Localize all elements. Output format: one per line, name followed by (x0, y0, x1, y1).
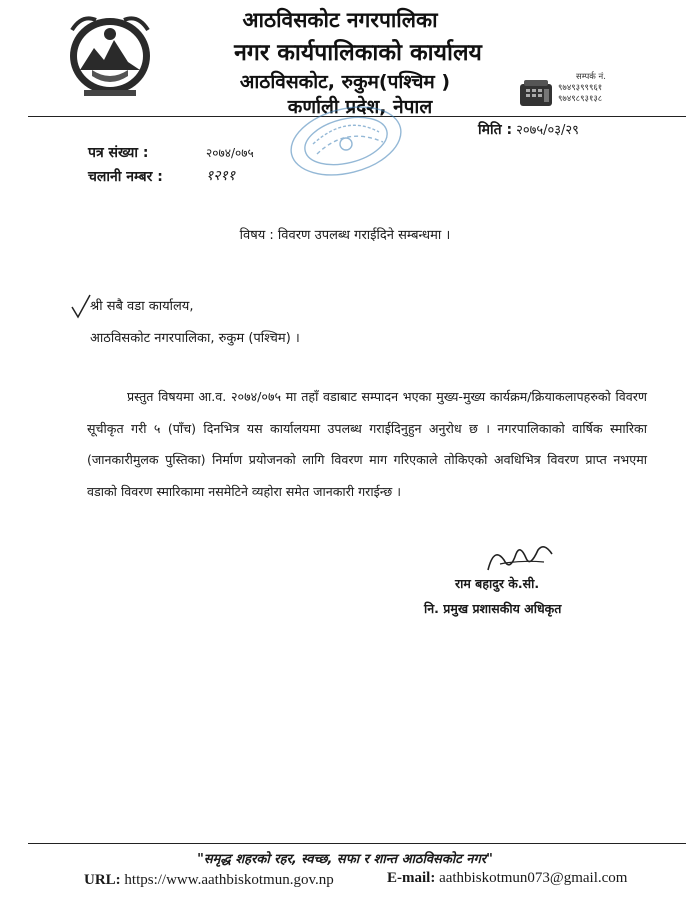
addressee-line-2: आठविसकोट नगरपालिका, रुकुम (पश्चिम) । (90, 331, 300, 346)
office-name: नगर कार्यपालिकाको कार्यालय (234, 40, 482, 66)
date-label: मिति : (478, 122, 513, 138)
contact-numbers (558, 72, 606, 105)
url-label: URL: (84, 872, 121, 888)
email-label: E-mail: (387, 870, 436, 886)
office-address: आठविसकोट, रुकुम(पश्चिम ) (239, 71, 451, 93)
contact-phone-2: ९७४९८९३१३८ (558, 94, 603, 104)
footer-url (84, 872, 334, 889)
province-country: कर्णाली प्रदेश, नेपाल (287, 96, 433, 118)
patra-sankhya-label: पत्र संख्या : (88, 145, 149, 161)
footer-email (387, 870, 627, 887)
signatory-name: राम बहादुर के.सी. (455, 576, 540, 591)
patra-sankhya-value: २०७४/०७५ (206, 146, 254, 160)
signature-icon (480, 540, 560, 580)
contact-label: सम्पर्क नं. (576, 72, 606, 82)
footer-divider (28, 843, 686, 844)
letter-body-text: प्रस्तुत विषयमा आ.व. २०७४/०७५ मा तहाँ वडाबाट सम्पादन भएका मुख्य-मुख्य कार्यक्रम/क्रियाकलापहरुको विवरण सूचीकृत गरी ५ (पाँच) दिनभित्र यस कार्यालयमा उपलब्ध गराईदिनुहुन अनुरोध छ । नगरपालिकाको वार्षिक स्मारिका (जानकारीमुलक पुस्तिका) निर्माण प्रयोजनको लागि विवरण माग गरिएकाले तोकिएको अवधिभित्र विवरण प्राप्त नभएमा वडाको विवरण स्मारिकामा नसमेटिने व्यहोरा समेत जानकारी गराईन्छ । (87, 389, 647, 499)
letter-number (88, 143, 254, 162)
signatory-title: नि. प्रमुख प्रशासकीय अधिकृत (424, 601, 562, 616)
nepal-emblem-icon (62, 10, 158, 100)
telephone-icon (518, 78, 554, 108)
chalani-value: १२११ (206, 168, 236, 184)
email-link[interactable]: aathbiskotmun073@gmail.com (439, 870, 628, 886)
addressee-line-1: श्री सबै वडा कार्यालय, (90, 299, 194, 314)
office-stamp-icon (283, 104, 409, 178)
url-link[interactable]: https://www.aathbiskotmun.gov.np (124, 872, 334, 888)
dispatch-number (88, 167, 236, 186)
letter-subject: विषय : विवरण उपलब्ध गराईदिने सम्बन्धमा । (239, 228, 451, 243)
contact-phone-1: ९७४९३९९९६१ (558, 83, 603, 93)
footer-motto: "समृद्ध शहरको रहर, स्वच्छ, सफा र शान्त आठविसकोट नगर" (197, 852, 493, 867)
municipality-name: आठविसकोट नगरपालिका (242, 8, 438, 32)
checkmark-icon (70, 293, 92, 319)
chalani-label: चलानी नम्बर : (88, 169, 163, 185)
letter-body (87, 381, 647, 507)
date-value: २०७५/०३/२९ (516, 123, 579, 138)
letter-date (478, 120, 579, 139)
